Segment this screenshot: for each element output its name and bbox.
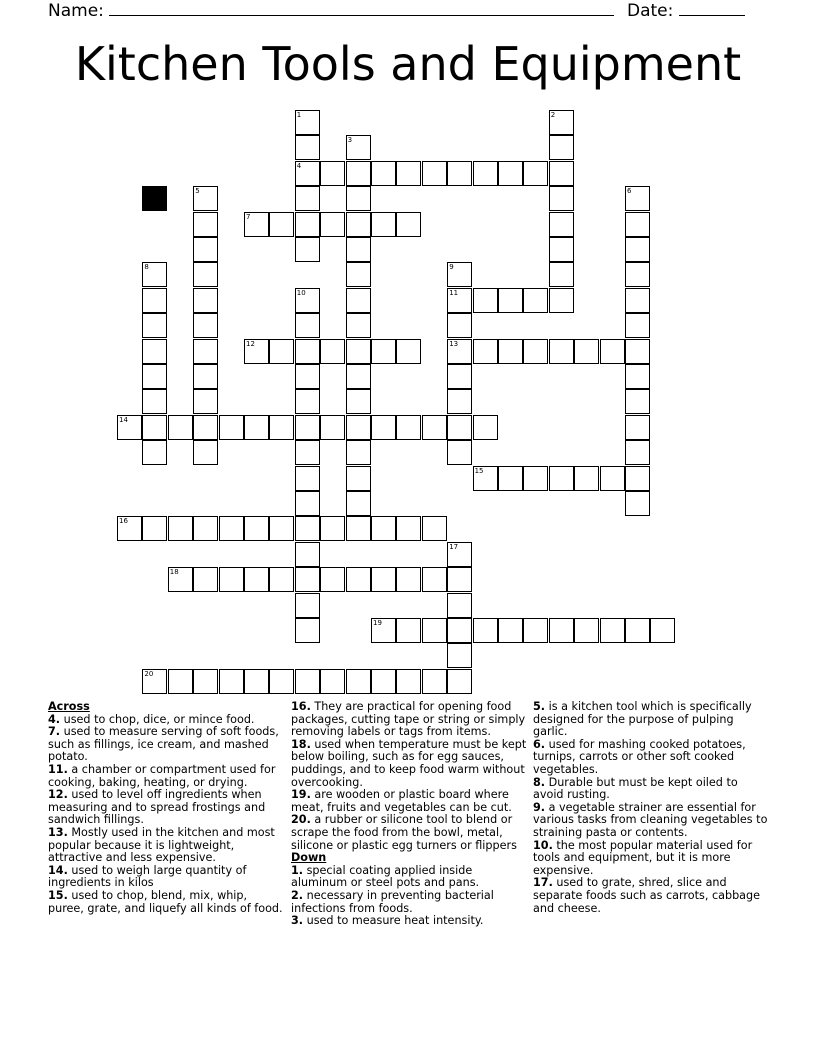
grid-cell[interactable]: [396, 339, 421, 364]
clue-text: used to chop, dice, or mince food.: [60, 712, 255, 726]
grid-cell[interactable]: [625, 364, 650, 389]
grid-cell[interactable]: [346, 669, 371, 694]
grid-cell[interactable]: [625, 237, 650, 262]
grid-cell[interactable]: [295, 313, 320, 338]
across-clue: [48, 726, 284, 764]
grid-cell[interactable]: [625, 389, 650, 414]
clue-number: 4: [296, 161, 302, 170]
across-clue: [291, 739, 527, 789]
grid-cell[interactable]: [295, 440, 320, 465]
grid-cell[interactable]: [346, 288, 371, 313]
clue-text: used when temperature must be kept below boiling, such as for egg sauces, puddings, and to keep food warm without overcooking.: [291, 737, 527, 789]
clue-num: 2.: [291, 888, 304, 902]
down-clue: [533, 777, 769, 802]
grid-cell[interactable]: [625, 339, 650, 364]
across-clue-list: [48, 714, 284, 916]
clue-column-3: [533, 701, 769, 915]
grid-cell[interactable]: [549, 237, 574, 262]
across-clue: [291, 814, 527, 852]
clue-text: They are practical for opening food packages, cutting tape or string or simply removing labels or tags from items.: [291, 700, 526, 739]
grid-cell[interactable]: [346, 516, 371, 541]
clue-number: 9: [449, 263, 454, 272]
grid-cell[interactable]: [320, 339, 345, 364]
clue-number: 19: [373, 619, 382, 627]
clue-num: 6.: [533, 737, 546, 751]
grid-cell[interactable]: [473, 618, 498, 643]
grid-cell[interactable]: [320, 161, 345, 186]
grid-cell[interactable]: [142, 364, 167, 389]
grid-cell[interactable]: [295, 186, 320, 211]
grid-cell[interactable]: [549, 339, 574, 364]
down-clue: [533, 840, 769, 878]
grid-cell[interactable]: [447, 364, 472, 389]
grid-cell[interactable]: [193, 313, 218, 338]
grid-cell[interactable]: [346, 313, 371, 338]
grid-cell[interactable]: [142, 288, 167, 313]
grid-cell[interactable]: [295, 389, 320, 414]
clue-number: 5: [195, 187, 200, 196]
clue-number: 14: [119, 415, 128, 424]
grid-cell[interactable]: [193, 339, 218, 364]
grid-cell[interactable]: [295, 669, 320, 694]
clue-num: 15.: [48, 888, 68, 902]
grid-cell[interactable]: [523, 288, 548, 313]
grid-cell[interactable]: [346, 491, 371, 516]
grid-cell[interactable]: [498, 161, 523, 186]
across-clue: [48, 827, 284, 865]
grid-cell[interactable]: [523, 618, 548, 643]
grid-cell[interactable]: [625, 313, 650, 338]
grid-cell[interactable]: [574, 339, 599, 364]
grid-cell[interactable]: [244, 516, 269, 541]
grid-cell[interactable]: [346, 237, 371, 262]
grid-cell[interactable]: [422, 415, 447, 440]
clue-number: 8: [144, 263, 149, 272]
grid-cell[interactable]: [346, 161, 371, 186]
grid-cell[interactable]: [193, 364, 218, 389]
clue-text: used to measure serving of soft foods, such as fillings, ice cream, and mashed potato.: [48, 725, 279, 764]
grid-cell[interactable]: [625, 288, 650, 313]
grid-cell[interactable]: [447, 161, 472, 186]
down-clue-list: [291, 865, 527, 928]
clue-num: 8.: [533, 775, 546, 789]
grid-cell[interactable]: [447, 440, 472, 465]
clue-number: 15: [474, 466, 484, 475]
grid-cell[interactable]: [295, 339, 320, 364]
grid-cell[interactable]: [295, 618, 320, 643]
grid-cell[interactable]: [371, 669, 396, 694]
grid-cell[interactable]: [193, 669, 218, 694]
grid-cell[interactable]: [447, 389, 472, 414]
down-heading: Down: [291, 851, 327, 865]
grid-cell[interactable]: [396, 516, 421, 541]
down-clue: [291, 915, 527, 928]
grid-cell[interactable]: [498, 618, 523, 643]
clue-num: 16.: [291, 700, 311, 713]
grid-cell[interactable]: [346, 466, 371, 491]
grid-cell[interactable]: [625, 466, 650, 491]
grid-cell[interactable]: [346, 186, 371, 211]
grid-cell[interactable]: [142, 313, 167, 338]
clue-text: special coating applied inside aluminum or steel pots and pans.: [291, 863, 480, 890]
grid-cell[interactable]: [422, 516, 447, 541]
grid-cell[interactable]: [193, 262, 218, 287]
grid-cell[interactable]: [396, 212, 421, 237]
grid-cell[interactable]: [523, 466, 548, 491]
grid-cell[interactable]: [142, 415, 167, 440]
clue-number: 17: [449, 542, 459, 551]
grid-cell[interactable]: [346, 212, 371, 237]
clue-number: 18: [169, 568, 179, 577]
grid-cell[interactable]: [269, 567, 294, 592]
grid-cell[interactable]: [422, 161, 447, 186]
clue-num: 13.: [48, 825, 68, 839]
clue-num: 7.: [48, 725, 61, 739]
grid-cell[interactable]: [346, 262, 371, 287]
grid-cell[interactable]: [447, 313, 472, 338]
grid-cell[interactable]: [371, 516, 396, 541]
grid-cell[interactable]: [295, 567, 320, 592]
grid-cell[interactable]: [473, 161, 498, 186]
grid-cell[interactable]: [549, 186, 574, 211]
grid-cell[interactable]: [295, 135, 320, 160]
grid-cell[interactable]: [193, 237, 218, 262]
clue-number: 6: [627, 187, 632, 196]
grid-cell[interactable]: [320, 669, 345, 694]
clue-num: 4.: [48, 712, 61, 726]
clue-text: Mostly used in the kitchen and most popular because it is lightweight, attractive and less expensive.: [48, 825, 275, 865]
grid-cell[interactable]: [371, 339, 396, 364]
grid-cell[interactable]: [549, 288, 574, 313]
grid-cell[interactable]: [168, 415, 193, 440]
grid-cell[interactable]: [295, 593, 320, 618]
grid-cell[interactable]: [346, 567, 371, 592]
clue-text: is a kitchen tool which is specifically designed for the purpose of pulping garlic.: [533, 700, 752, 739]
clue-text: Durable but must be kept oiled to avoid rusting.: [533, 775, 738, 802]
grid-cell[interactable]: [269, 415, 294, 440]
clue-num: 12.: [48, 788, 68, 802]
grid-cell[interactable]: [447, 618, 472, 643]
clue-number: 12: [246, 339, 255, 348]
down-clue: [291, 865, 527, 890]
grid-cell[interactable]: [498, 288, 523, 313]
grid-cell[interactable]: [244, 669, 269, 694]
grid-cell[interactable]: [549, 161, 574, 186]
clue-number: 20: [144, 669, 154, 678]
grid-cell[interactable]: [193, 415, 218, 440]
clue-num: 9.: [533, 800, 546, 814]
grid-cell[interactable]: [549, 135, 574, 160]
across-clue: [48, 890, 284, 915]
across-clue: [48, 865, 284, 890]
clue-num: 10.: [533, 838, 553, 852]
grid-cell[interactable]: [447, 415, 472, 440]
grid-cell[interactable]: [193, 288, 218, 313]
grid-cell[interactable]: [193, 389, 218, 414]
grid-cell[interactable]: [346, 440, 371, 465]
grid-cell[interactable]: [320, 567, 345, 592]
clue-text: a chamber or compartment used for cooking, baking, heating, or drying.: [48, 762, 276, 789]
grid-cell[interactable]: [625, 212, 650, 237]
grid-cell[interactable]: [168, 516, 193, 541]
grid-cell[interactable]: [219, 669, 244, 694]
clue-num: 3.: [291, 914, 304, 928]
grid-cell[interactable]: [523, 161, 548, 186]
grid-cell[interactable]: [295, 491, 320, 516]
clue-num: 11.: [48, 762, 68, 776]
grid-cell[interactable]: [498, 339, 523, 364]
down-clue-list-continued: [533, 701, 769, 915]
grid-cell[interactable]: [422, 669, 447, 694]
grid-cell[interactable]: [625, 618, 650, 643]
clue-number: 10: [296, 288, 306, 297]
grid-cell[interactable]: [625, 262, 650, 287]
clue-number: 16: [119, 517, 128, 526]
grid-cell[interactable]: [295, 212, 320, 237]
clue-column-1: [48, 701, 284, 915]
grid-cell[interactable]: [269, 669, 294, 694]
grid-cell[interactable]: [447, 669, 472, 694]
grid-cell[interactable]: [244, 567, 269, 592]
grid-cell[interactable]: [295, 415, 320, 440]
grid-cell[interactable]: [422, 618, 447, 643]
clue-num: 5.: [533, 700, 546, 713]
clue-num: 19.: [291, 788, 311, 802]
grid-cell[interactable]: [320, 212, 345, 237]
grid-cell[interactable]: [269, 516, 294, 541]
grid-cell[interactable]: [371, 212, 396, 237]
down-clue: [533, 739, 769, 777]
grid-cell[interactable]: [574, 466, 599, 491]
clue-text: used to measure heat intensity.: [303, 914, 484, 928]
grid-cell[interactable]: [346, 339, 371, 364]
across-clue: [291, 789, 527, 814]
clue-text: used for mashing cooked potatoes, turnips, carrots or other soft cooked vegetables.: [533, 737, 746, 776]
clue-num: 17.: [533, 876, 553, 890]
clue-text: a vegetable strainer are essential for various tasks from cleaning vegetables to straining pasta or contents.: [533, 800, 768, 839]
down-clue: [533, 701, 769, 739]
clue-text: used to chop, blend, mix, whip, puree, grate, and liquefy all kinds of food.: [48, 888, 283, 915]
clue-num: 1.: [291, 863, 304, 877]
clue-column-2: [291, 701, 527, 928]
grid-cell[interactable]: [193, 567, 218, 592]
grid-cell[interactable]: [320, 516, 345, 541]
grid-cell[interactable]: [295, 516, 320, 541]
clue-num: 18.: [291, 737, 311, 751]
across-clue-list-continued: [291, 701, 527, 852]
name-label: Name:: [48, 1, 104, 21]
grid-cell[interactable]: [422, 567, 447, 592]
clue-num: 20.: [291, 813, 311, 827]
grid-cell[interactable]: [269, 212, 294, 237]
grid-cell[interactable]: [371, 415, 396, 440]
clue-text: the most popular material used for tools and equipment, but it is more expensive.: [533, 838, 753, 877]
grid-cell[interactable]: [473, 339, 498, 364]
clue-num: 14.: [48, 863, 68, 877]
grid-cell[interactable]: [549, 618, 574, 643]
grid-cell[interactable]: [142, 516, 167, 541]
grid-cell[interactable]: [574, 618, 599, 643]
grid-cell[interactable]: [600, 466, 625, 491]
clue-text: used to level off ingredients when measuring and to spread frostings and sandwich fillings.: [48, 788, 266, 827]
grid-cell[interactable]: [447, 593, 472, 618]
clue-text: are wooden or plastic board where meat, fruits and vegetables can be cut.: [291, 788, 512, 814]
grid-cell[interactable]: [168, 669, 193, 694]
down-clue: [533, 802, 769, 840]
grid-cell[interactable]: [142, 440, 167, 465]
down-clue: [291, 890, 527, 915]
grid-cell[interactable]: [447, 567, 472, 592]
clue-number: 1: [296, 111, 302, 119]
grid-cell[interactable]: [447, 643, 472, 668]
grid-cell[interactable]: [498, 466, 523, 491]
grid-cell[interactable]: [346, 364, 371, 389]
grid-cell[interactable]: [193, 516, 218, 541]
across-heading: Across: [48, 700, 90, 713]
grid-cell[interactable]: [396, 618, 421, 643]
grid-cell[interactable]: [396, 567, 421, 592]
grid-cell[interactable]: [549, 466, 574, 491]
clue-number: 2: [550, 111, 556, 119]
grid-cell[interactable]: [142, 389, 167, 414]
grid-cell[interactable]: [650, 618, 675, 643]
black-cell: [142, 186, 167, 211]
grid-cell[interactable]: [473, 288, 498, 313]
grid-cell[interactable]: [295, 237, 320, 262]
grid-cell[interactable]: [193, 212, 218, 237]
clue-number: 7: [246, 212, 251, 221]
across-clue: [291, 701, 527, 739]
grid-cell[interactable]: [396, 669, 421, 694]
across-clue: [48, 764, 284, 789]
grid-cell[interactable]: [549, 262, 574, 287]
date-label: Date:: [627, 1, 674, 21]
grid-cell[interactable]: [371, 161, 396, 186]
clue-text: a rubber or silicone tool to blend or scrape the food from the bowl, metal, silicone or plastic egg turners or flippers: [291, 813, 517, 852]
grid-cell[interactable]: [346, 415, 371, 440]
down-clue: [533, 877, 769, 915]
grid-cell[interactable]: [600, 339, 625, 364]
page-title: Kitchen Tools and Equipment: [74, 37, 742, 91]
grid-cell[interactable]: [269, 339, 294, 364]
grid-cell[interactable]: [295, 466, 320, 491]
grid-cell[interactable]: [625, 440, 650, 465]
grid-cell[interactable]: [142, 339, 167, 364]
clue-text: used to grate, shred, slice and separate foods such as carrots, cabbage and cheese.: [533, 876, 761, 915]
across-clue: [48, 789, 284, 827]
grid-cell[interactable]: [346, 389, 371, 414]
clue-number: 3: [347, 136, 353, 145]
grid-cell[interactable]: [295, 542, 320, 567]
clue-number: 11: [449, 288, 459, 297]
grid-cell[interactable]: [371, 567, 396, 592]
grid-cell[interactable]: [625, 491, 650, 516]
grid-cell[interactable]: [295, 364, 320, 389]
grid-cell[interactable]: [396, 415, 421, 440]
grid-cell[interactable]: [473, 415, 498, 440]
grid-cell[interactable]: [549, 212, 574, 237]
grid-cell[interactable]: [320, 415, 345, 440]
grid-cell[interactable]: [625, 415, 650, 440]
clue-text: necessary in preventing bacterial infections from foods.: [291, 888, 494, 915]
grid-cell[interactable]: [523, 339, 548, 364]
clue-number: 13: [449, 339, 459, 348]
clue-text: used to weigh large quantity of ingredients in kilos: [48, 863, 247, 890]
grid-cell[interactable]: [396, 161, 421, 186]
grid-cell[interactable]: [219, 567, 244, 592]
grid-cell[interactable]: [219, 516, 244, 541]
grid-cell[interactable]: [219, 415, 244, 440]
grid-cell[interactable]: [193, 440, 218, 465]
grid-cell[interactable]: [244, 415, 269, 440]
grid-cell[interactable]: [600, 618, 625, 643]
